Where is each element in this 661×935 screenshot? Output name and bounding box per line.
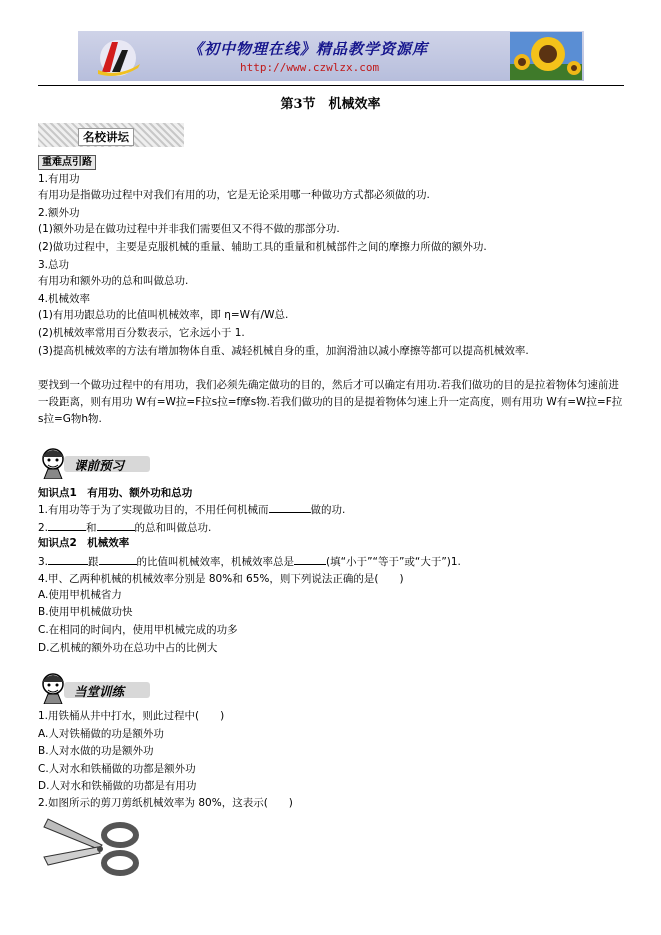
question-line: 2.如图所示的剪刀剪纸机械效率为 80%，这表示( ) <box>38 797 293 809</box>
answer-option: D.人对水和铁桶做的功都是有用功 <box>38 780 197 792</box>
logo-icon <box>88 34 148 78</box>
question-text: 3. <box>38 556 49 568</box>
section-header-bar <box>38 672 150 704</box>
text-line: 有用功和额外功的总和叫做总功. <box>38 275 189 287</box>
question-text: 的比值叫机械效率，机械效率总是 <box>136 556 295 568</box>
question-line <box>38 501 345 518</box>
section-header-title: 当堂训练 <box>74 684 125 699</box>
page-title: 第3节 机械效率 <box>280 97 381 112</box>
banner-url: http://www.czwlzx.com <box>240 61 380 74</box>
section-sub-label: 重难点引路 <box>38 155 96 170</box>
answer-option: A.人对铁桶做的功是额外功 <box>38 728 164 740</box>
question-text: 的总和叫做总功. <box>134 522 212 534</box>
text-line: (1)额外功是在做功过程中并非我们需要但又不得不做的那部分功. <box>38 223 340 235</box>
section-header-title: 课前预习 <box>74 458 125 473</box>
answer-blank[interactable] <box>48 519 86 531</box>
text-line: (2)做功过程中，主要是克服机械的重量、辅助工具的重量和机械部件之间的摩擦力所做的额外功. <box>38 241 487 253</box>
question-text: 和 <box>86 522 97 534</box>
question-text: 跟 <box>88 556 99 568</box>
explanation-paragraph: 要找到一个做功过程中的有用功，我们必须先确定做功的目的，然后才可以确定有用功.若我们做功的目的是拉着物体匀速前进一段距离，则有用功 W有=W拉=F拉s拉=f摩s物.若我们做功的目的是提着物体匀速上升一定高度，则有用功 W有=W拉=F拉s拉=G物h物. <box>38 379 623 425</box>
question-text: 做的功. <box>310 504 346 516</box>
question-line: 1.用铁桶从井中打水，则此过程中( ) <box>38 710 225 722</box>
answer-blank[interactable] <box>97 519 135 531</box>
question-line <box>38 519 211 536</box>
text-line: (1)有用功跟总功的比值叫机械效率，即 η=W有/W总. <box>38 309 289 321</box>
section-header-title: 名校讲坛 <box>78 128 134 146</box>
section-header-bar <box>38 123 184 147</box>
question-text: 2. <box>38 522 49 534</box>
answer-blank[interactable] <box>48 553 88 565</box>
answer-blank[interactable] <box>294 553 326 565</box>
question-line: 4.甲、乙两种机械的机械效率分别是 80%和 65%，则下列说法正确的是( ) <box>38 573 404 585</box>
header-rule <box>38 85 624 86</box>
answer-blank[interactable] <box>99 553 137 565</box>
text-line: 有用功是指做功过程中对我们有用的功，它是无论采用哪一种做功方式都必须做的功. <box>38 189 430 201</box>
answer-option: D.乙机械的额外功在总功中占的比例大 <box>38 642 218 654</box>
knowledge-point-title: 知识点1 有用功、额外功和总功 <box>38 487 193 499</box>
sunflower-icon <box>510 32 582 80</box>
answer-option: A.使用甲机械省力 <box>38 589 122 601</box>
question-text: (填“小于”“等于”或“大于”)1. <box>326 556 461 568</box>
answer-option: B.人对水做的功是额外功 <box>38 745 154 757</box>
question-text: 1.有用功等于为了实现做功目的，不用任何机械而 <box>38 504 269 516</box>
header-banner <box>78 31 584 81</box>
banner-title: 《初中物理在线》精品教学资源库 <box>188 40 429 58</box>
section-header-bar <box>38 447 150 479</box>
answer-blank[interactable] <box>269 501 311 513</box>
answer-option: B.使用甲机械做功快 <box>38 606 133 618</box>
answer-option: C.在相同的时间内，使用甲机械完成的功多 <box>38 624 238 636</box>
question-line <box>38 553 461 570</box>
text-line: 4.机械效率 <box>38 293 91 305</box>
text-line: 3.总功 <box>38 259 70 271</box>
text-line: 2.额外功 <box>38 207 80 219</box>
knowledge-point-title: 知识点2 机械效率 <box>38 537 130 549</box>
scissors-illustration <box>40 813 140 879</box>
text-line: (3)提高机械效率的方法有增加物体自重、减轻机械自身的重，加润滑油以减小摩擦等都可以提高机械效率. <box>38 345 529 357</box>
text-line: 1.有用功 <box>38 173 80 185</box>
text-line: (2)机械效率常用百分数表示，它永远小于 1. <box>38 327 245 339</box>
answer-option: C.人对水和铁桶做的功都是额外功 <box>38 763 196 775</box>
